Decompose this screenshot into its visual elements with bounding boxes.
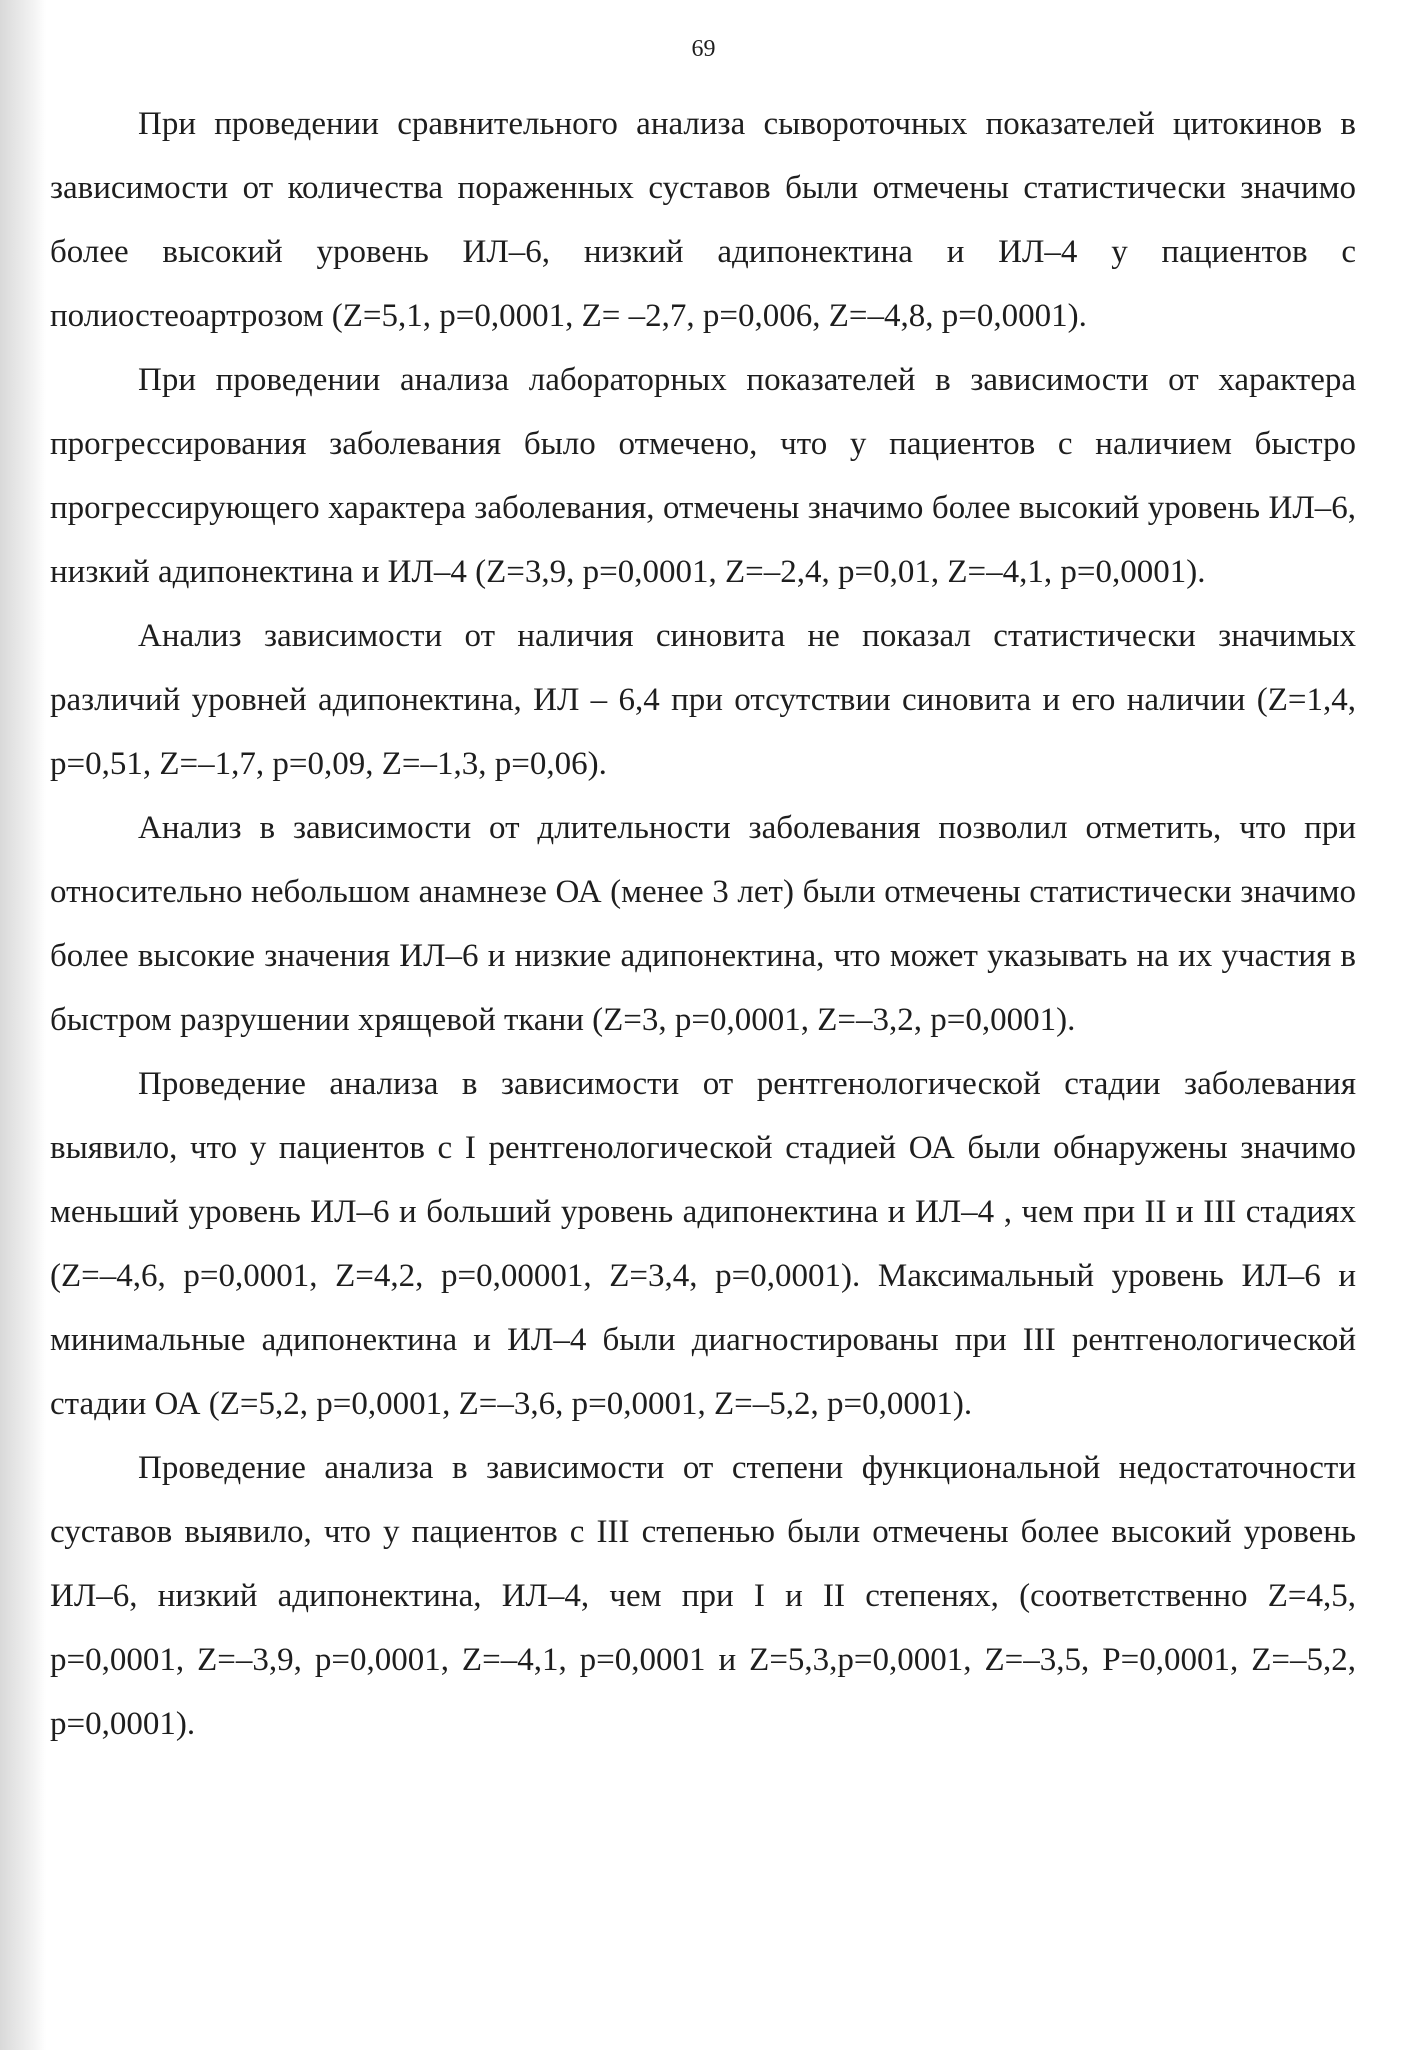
paragraph-functional-insufficiency: Проведение анализа в зависимости от степени функциональной недостаточности суставов выявило, что у пациентов с III степенью были отмечены более высокий уровень ИЛ–6, низкий адипонектина, ИЛ–4, чем при I и II степенях, (соответственно Z=4,5, p=0,0001, Z=–3,9, p=0,0001, Z=–4,1, p=0,0001 и Z=5,3,p=0,0001, Z=–3,5, P=0,0001, Z=–5,2, p=0,0001). bbox=[50, 1450, 1356, 1742]
paragraph-duration: Анализ в зависимости от длительности заболевания позволил отметить, что при относительно небольшом анамнезе ОА (менее 3 лет) были отмечены статистически значимо более высокие значения ИЛ–6 и низкие адипонектина, что может указывать на их участия в быстром разрушении хрящевой ткани (Z=3, p=0,0001, Z=–3,2, p=0,0001). bbox=[50, 810, 1356, 1038]
page-number: 69 bbox=[691, 36, 716, 62]
paragraph-synovitis: Анализ зависимости от наличия синовита не показал статистически значимых различий уровней адипонектина, ИЛ – 6,4 при отсутствии синовита и его наличии (Z=1,4, p=0,51, Z=–1,7, p=0,09, Z=–1,3, p=0,06). bbox=[50, 618, 1356, 782]
scan-shadow bbox=[0, 0, 46, 2050]
paragraph-progression: При проведении анализа лабораторных показателей в зависимости от характера прогрессирования заболевания было отмечено, что у пациентов с наличием быстро прогрессирующего характера заболевания, отмечены значимо более высокий уровень ИЛ–6, низкий адипонектина и ИЛ–4 (Z=3,9, p=0,0001, Z=–2,4, p=0,01, Z=–4,1, p=0,0001). bbox=[50, 362, 1356, 590]
paragraph-xray-stage: Проведение анализа в зависимости от рентгенологической стадии заболевания выявило, что у пациентов с I рентгенологической стадией ОА были обнаружены значимо меньший уровень ИЛ–6 и больший уровень адипонектина и ИЛ–4 , чем при II и III стадиях (Z=–4,6, p=0,0001, Z=4,2, p=0,00001, Z=3,4, p=0,0001). Максимальный уровень ИЛ–6 и минимальные адипонектина и ИЛ–4 были диагностированы при III рентгенологической стадии ОА (Z=5,2, p=0,0001, Z=–3,6, p=0,0001, Z=–5,2, p=0,0001). bbox=[50, 1066, 1356, 1422]
paragraph-joint-count: При проведении сравнительного анализа сывороточных показателей цитокинов в зависимости от количества пораженных суставов были отмечены статистически значимо более высокий уровень ИЛ–6, низкий адипонектина и ИЛ–4 у пациентов с полиостеоартрозом (Z=5,1, p=0,0001, Z= –2,7, p=0,006, Z=–4,8, p=0,0001). bbox=[50, 106, 1356, 334]
document-body bbox=[50, 92, 1356, 1756]
